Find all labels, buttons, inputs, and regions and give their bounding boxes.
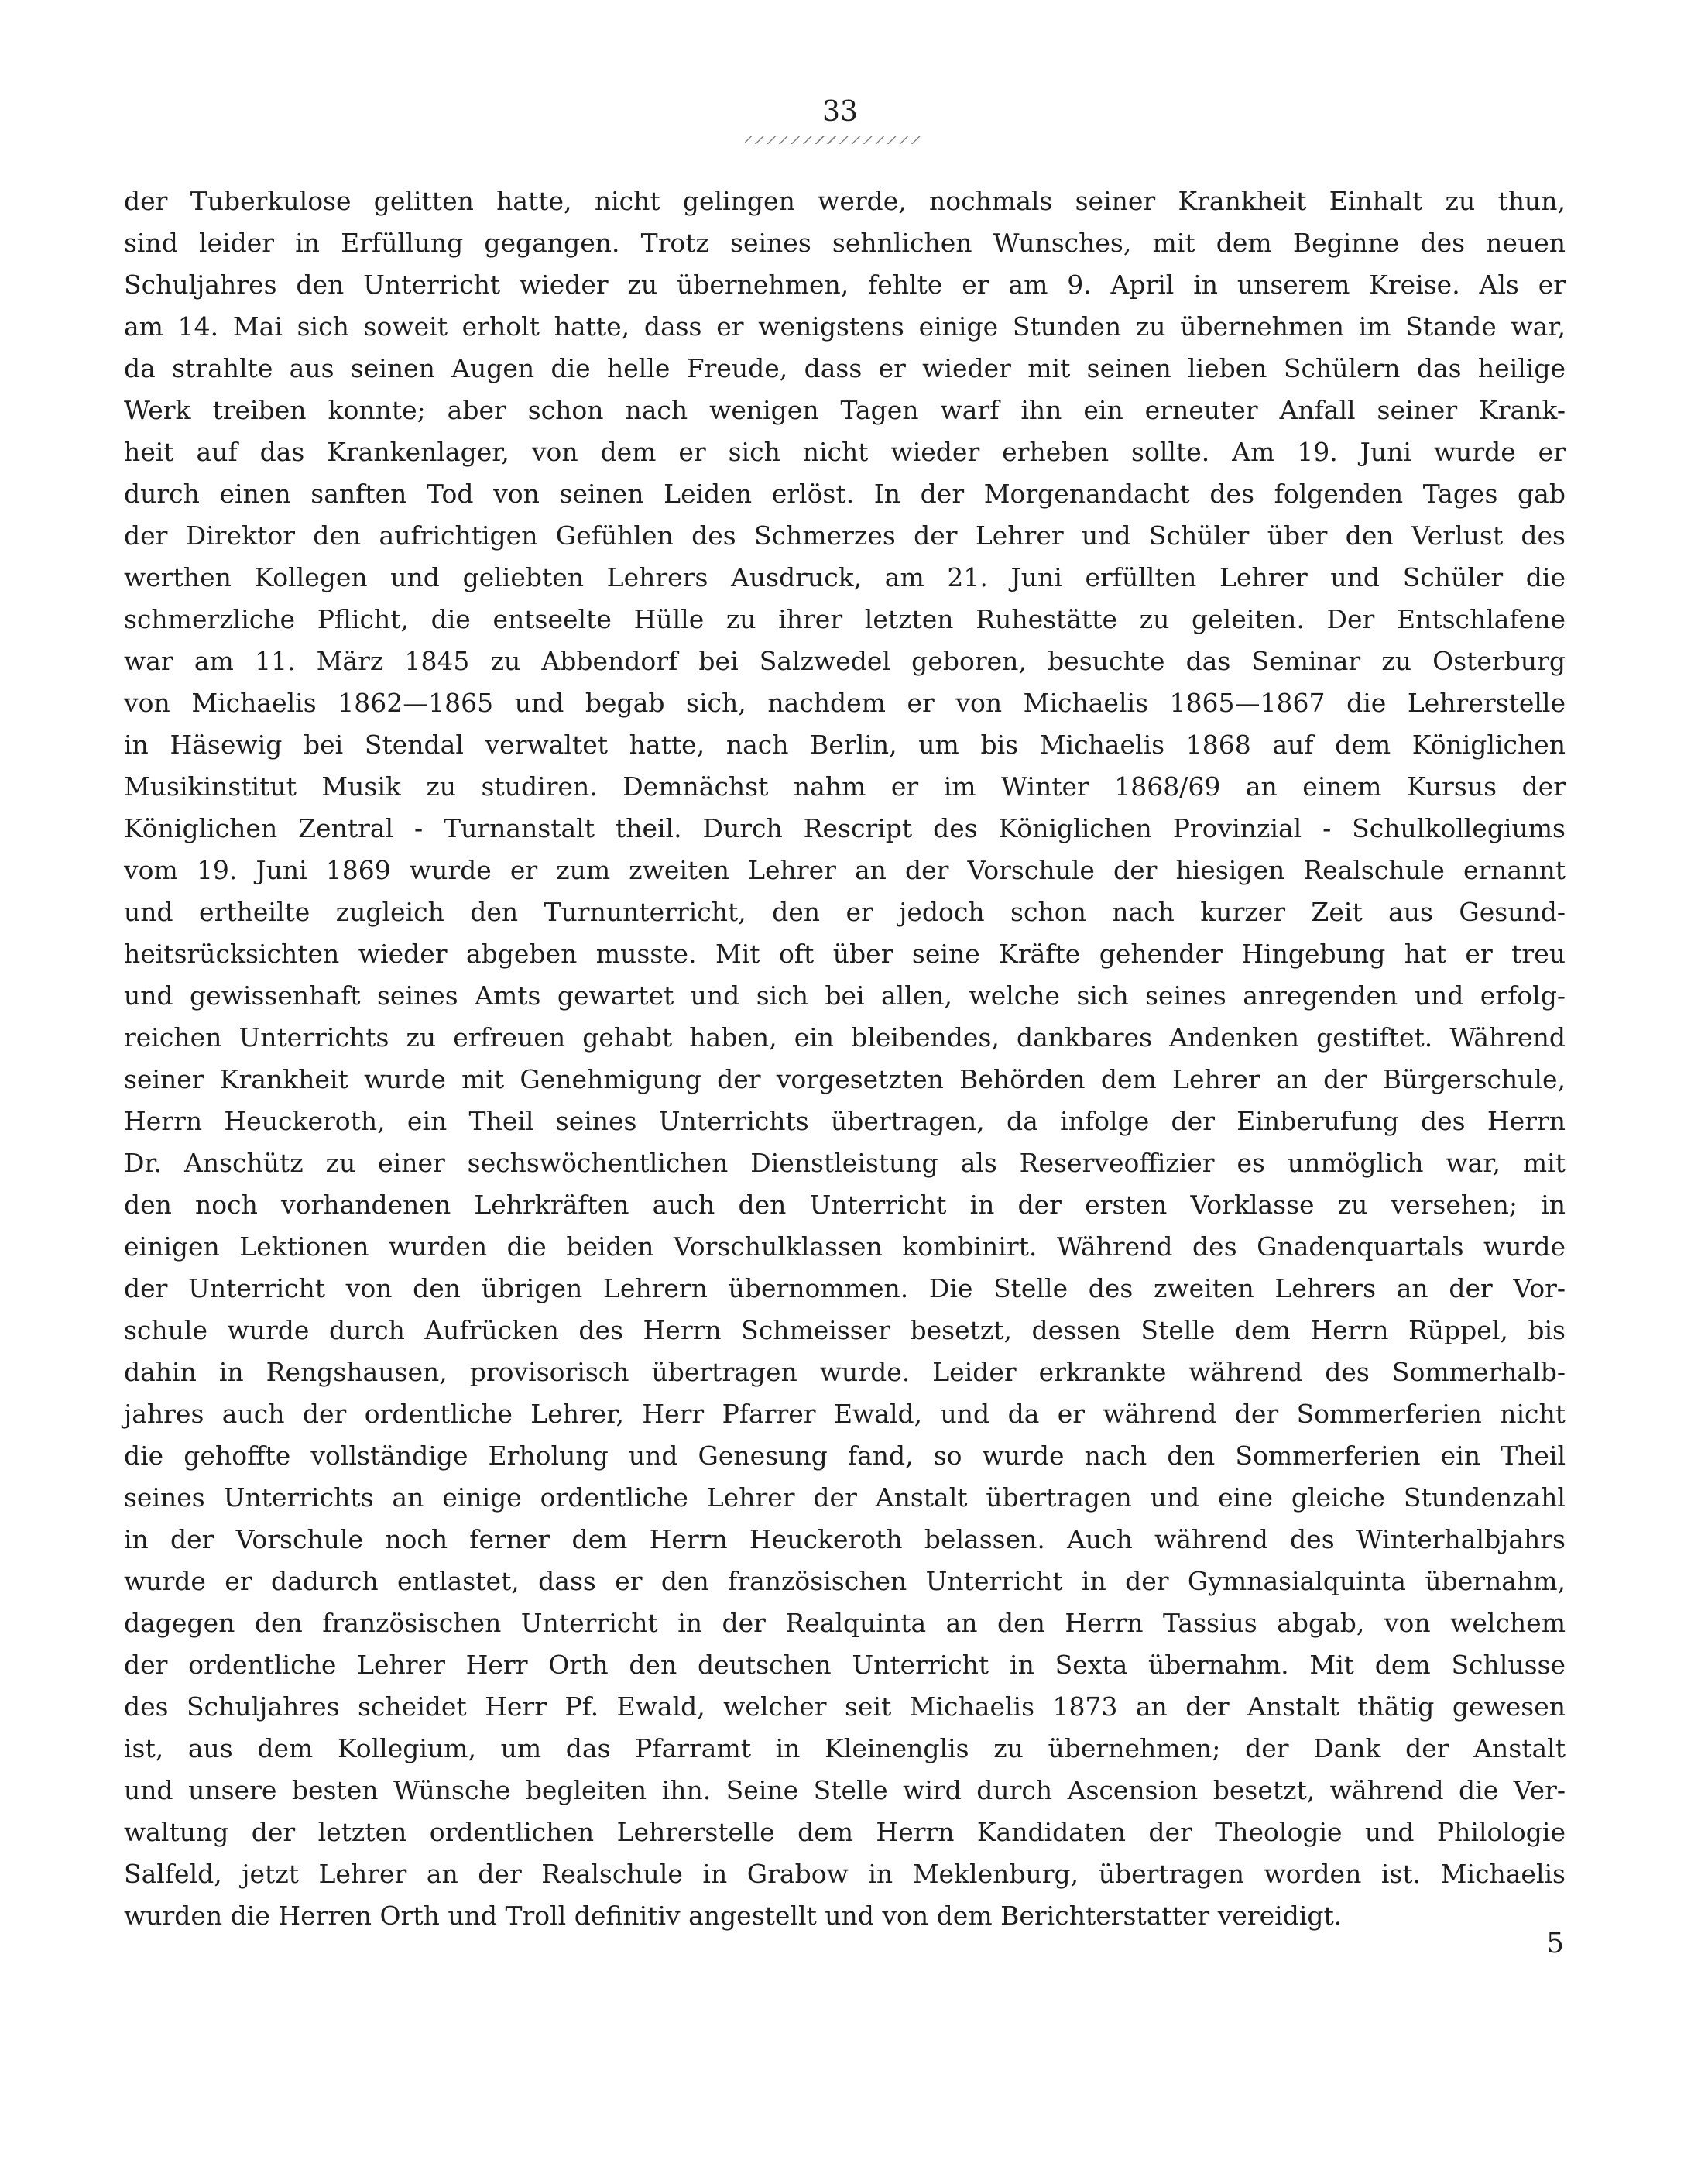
text-line: Herrn Heuckeroth, ein Theil seines Unterrichts übertragen, da infolge der Einberufung des Herrn [124, 1106, 1566, 1136]
text-line: am 14. Mai sich soweit erholt hatte, dass er wenigstens einige Stunden zu übernehmen im Stande war, [124, 311, 1566, 342]
text-line: des Schuljahres scheidet Herr Pf. Ewald, welcher seit Michaelis 1873 an der Anstalt thätig gewesen [124, 1691, 1566, 1722]
text-line: werthen Kollegen und geliebten Lehrers Ausdruck, am 21. Juni erfüllten Lehrer und Schüler die [124, 562, 1566, 592]
text-line: dagegen den französischen Unterricht in der Realquinta an den Herrn Tassius abgab, von welchem [124, 1608, 1566, 1638]
text-line: einigen Lektionen wurden die beiden Vorschulklassen kombinirt. Während des Gnadenquartals wurde [124, 1231, 1566, 1262]
text-line: der Unterricht von den übrigen Lehrern übernommen. Die Stelle des zweiten Lehrers an der Vor- [124, 1273, 1566, 1303]
text-line: waltung der letzten ordentlichen Lehrerstelle dem Herrn Kandidaten der Theologie und Philologie [124, 1817, 1566, 1847]
text-line: wurde er dadurch entlastet, dass er den französischen Unterricht in der Gymnasialquinta übernahm, [124, 1566, 1566, 1596]
text-line: schule wurde durch Aufrücken des Herrn Schmeisser besetzt, dessen Stelle dem Herrn Rüppel, bis [124, 1315, 1566, 1345]
page-number-rule [745, 136, 923, 144]
text-line: Werk treiben konnte; aber schon nach wenigen Tagen warf ihn ein erneuter Anfall seiner Krank- [124, 395, 1566, 425]
text-line: Schuljahres den Unterricht wieder zu übernehmen, fehlte er am 9. April in unserem Kreise. Als er [124, 270, 1566, 300]
text-line: dahin in Rengshausen, provisorisch übertragen wurde. Leider erkrankte während des Sommerhalb- [124, 1357, 1566, 1387]
signature-mark: 5 [1546, 1928, 1564, 1959]
text-line: Musikinstitut Musik zu studiren. Demnächst nahm er im Winter 1868/69 an einem Kursus der [124, 771, 1566, 802]
text-line: Königlichen Zentral - Turnanstalt theil. Durch Rescript des Königlichen Provinzial - Schulkollegiums [124, 813, 1566, 843]
text-line: wurden die Herren Orth und Troll definitiv angestellt und von dem Berichterstatter vereidigt. [124, 1901, 1343, 1931]
text-line: seiner Krankheit wurde mit Genehmigung der vorgesetzten Behörden dem Lehrer an der Bürgerschule, [124, 1064, 1566, 1094]
text-line: Dr. Anschütz zu einer sechswöchentlichen Dienstleistung als Reserveoffizier es unmöglich war, mit [124, 1148, 1566, 1178]
text-line: sind leider in Erfüllung gegangen. Trotz seines sehnlichen Wunsches, mit dem Beginne des neuen [124, 228, 1566, 258]
text-line: Salfeld, jetzt Lehrer an der Realschule in Grabow in Meklenburg, übertragen worden ist. Michaelis [124, 1859, 1566, 1889]
text-line: in der Vorschule noch ferner dem Herrn Heuckeroth belassen. Auch während des Winterhalbjahrs [124, 1524, 1566, 1554]
text-line: reichen Unterrichts zu erfreuen gehabt haben, ein bleibendes, dankbares Andenken gestiftet. Während [124, 1022, 1566, 1053]
text-line: in Häsewig bei Stendal verwaltet hatte, nach Berlin, um bis Michaelis 1868 auf dem Königlichen [124, 730, 1566, 760]
text-line: ist, aus dem Kollegium, um das Pfarramt in Kleinenglis zu übernehmen; der Dank der Anstalt [124, 1733, 1566, 1763]
body-text [124, 180, 1566, 1937]
text-line: und gewissenhaft seines Amts gewartet und sich bei allen, welche sich seines anregenden und erfolg- [124, 980, 1566, 1011]
text-line: und unsere besten Wünsche begleiten ihn. Seine Stelle wird durch Ascension besetzt, während die Ver- [124, 1775, 1566, 1805]
text-line: der ordentliche Lehrer Herr Orth den deutschen Unterricht in Sexta übernahm. Mit dem Schlusse [124, 1650, 1566, 1680]
text-line: schmerzliche Pflicht, die entseelte Hülle zu ihrer letzten Ruhestätte zu geleiten. Der Entschlafene [124, 604, 1566, 634]
text-line: heit auf das Krankenlager, von dem er sich nicht wieder erheben sollte. Am 19. Juni wurde er [124, 437, 1566, 467]
text-line: und ertheilte zugleich den Turnunterricht, den er jedoch schon nach kurzer Zeit aus Gesund- [124, 897, 1566, 927]
text-line: war am 11. März 1845 zu Abbendorf bei Salzwedel geboren, besuchte das Seminar zu Osterburg [124, 646, 1566, 676]
text-line: da strahlte aus seinen Augen die helle Freude, dass er wieder mit seinen lieben Schülern das heilige [124, 353, 1566, 383]
text-line: den noch vorhandenen Lehrkräften auch den Unterricht in der ersten Vorklasse zu versehen; in [124, 1190, 1566, 1220]
text-line: der Tuberkulose gelitten hatte, nicht gelingen werde, nochmals seiner Krankheit Einhalt zu thun, [124, 186, 1566, 216]
text-line: jahres auch der ordentliche Lehrer, Herr Pfarrer Ewald, und da er während der Sommerferien nicht [124, 1399, 1566, 1429]
text-line: vom 19. Juni 1869 wurde er zum zweiten Lehrer an der Vorschule der hiesigen Realschule ernannt [124, 855, 1566, 885]
text-line: heitsrücksichten wieder abgeben musste. Mit oft über seine Kräfte gehender Hingebung hat er treu [124, 939, 1566, 969]
page-number: 33 [822, 96, 858, 128]
text-line: der Direktor den aufrichtigen Gefühlen des Schmerzes der Lehrer und Schüler über den Verlust des [124, 520, 1566, 551]
text-line: durch einen sanften Tod von seinen Leiden erlöst. In der Morgenandacht des folgenden Tages gab [124, 479, 1566, 509]
text-line: die gehoffte vollständige Erholung und Genesung fand, so wurde nach den Sommerferien ein Theil [124, 1441, 1566, 1471]
text-line: von Michaelis 1862—1865 und begab sich, nachdem er von Michaelis 1865—1867 die Lehrerstelle [124, 688, 1566, 718]
text-line: seines Unterrichts an einige ordentliche Lehrer der Anstalt übertragen und eine gleiche Stundenzahl [124, 1482, 1566, 1513]
